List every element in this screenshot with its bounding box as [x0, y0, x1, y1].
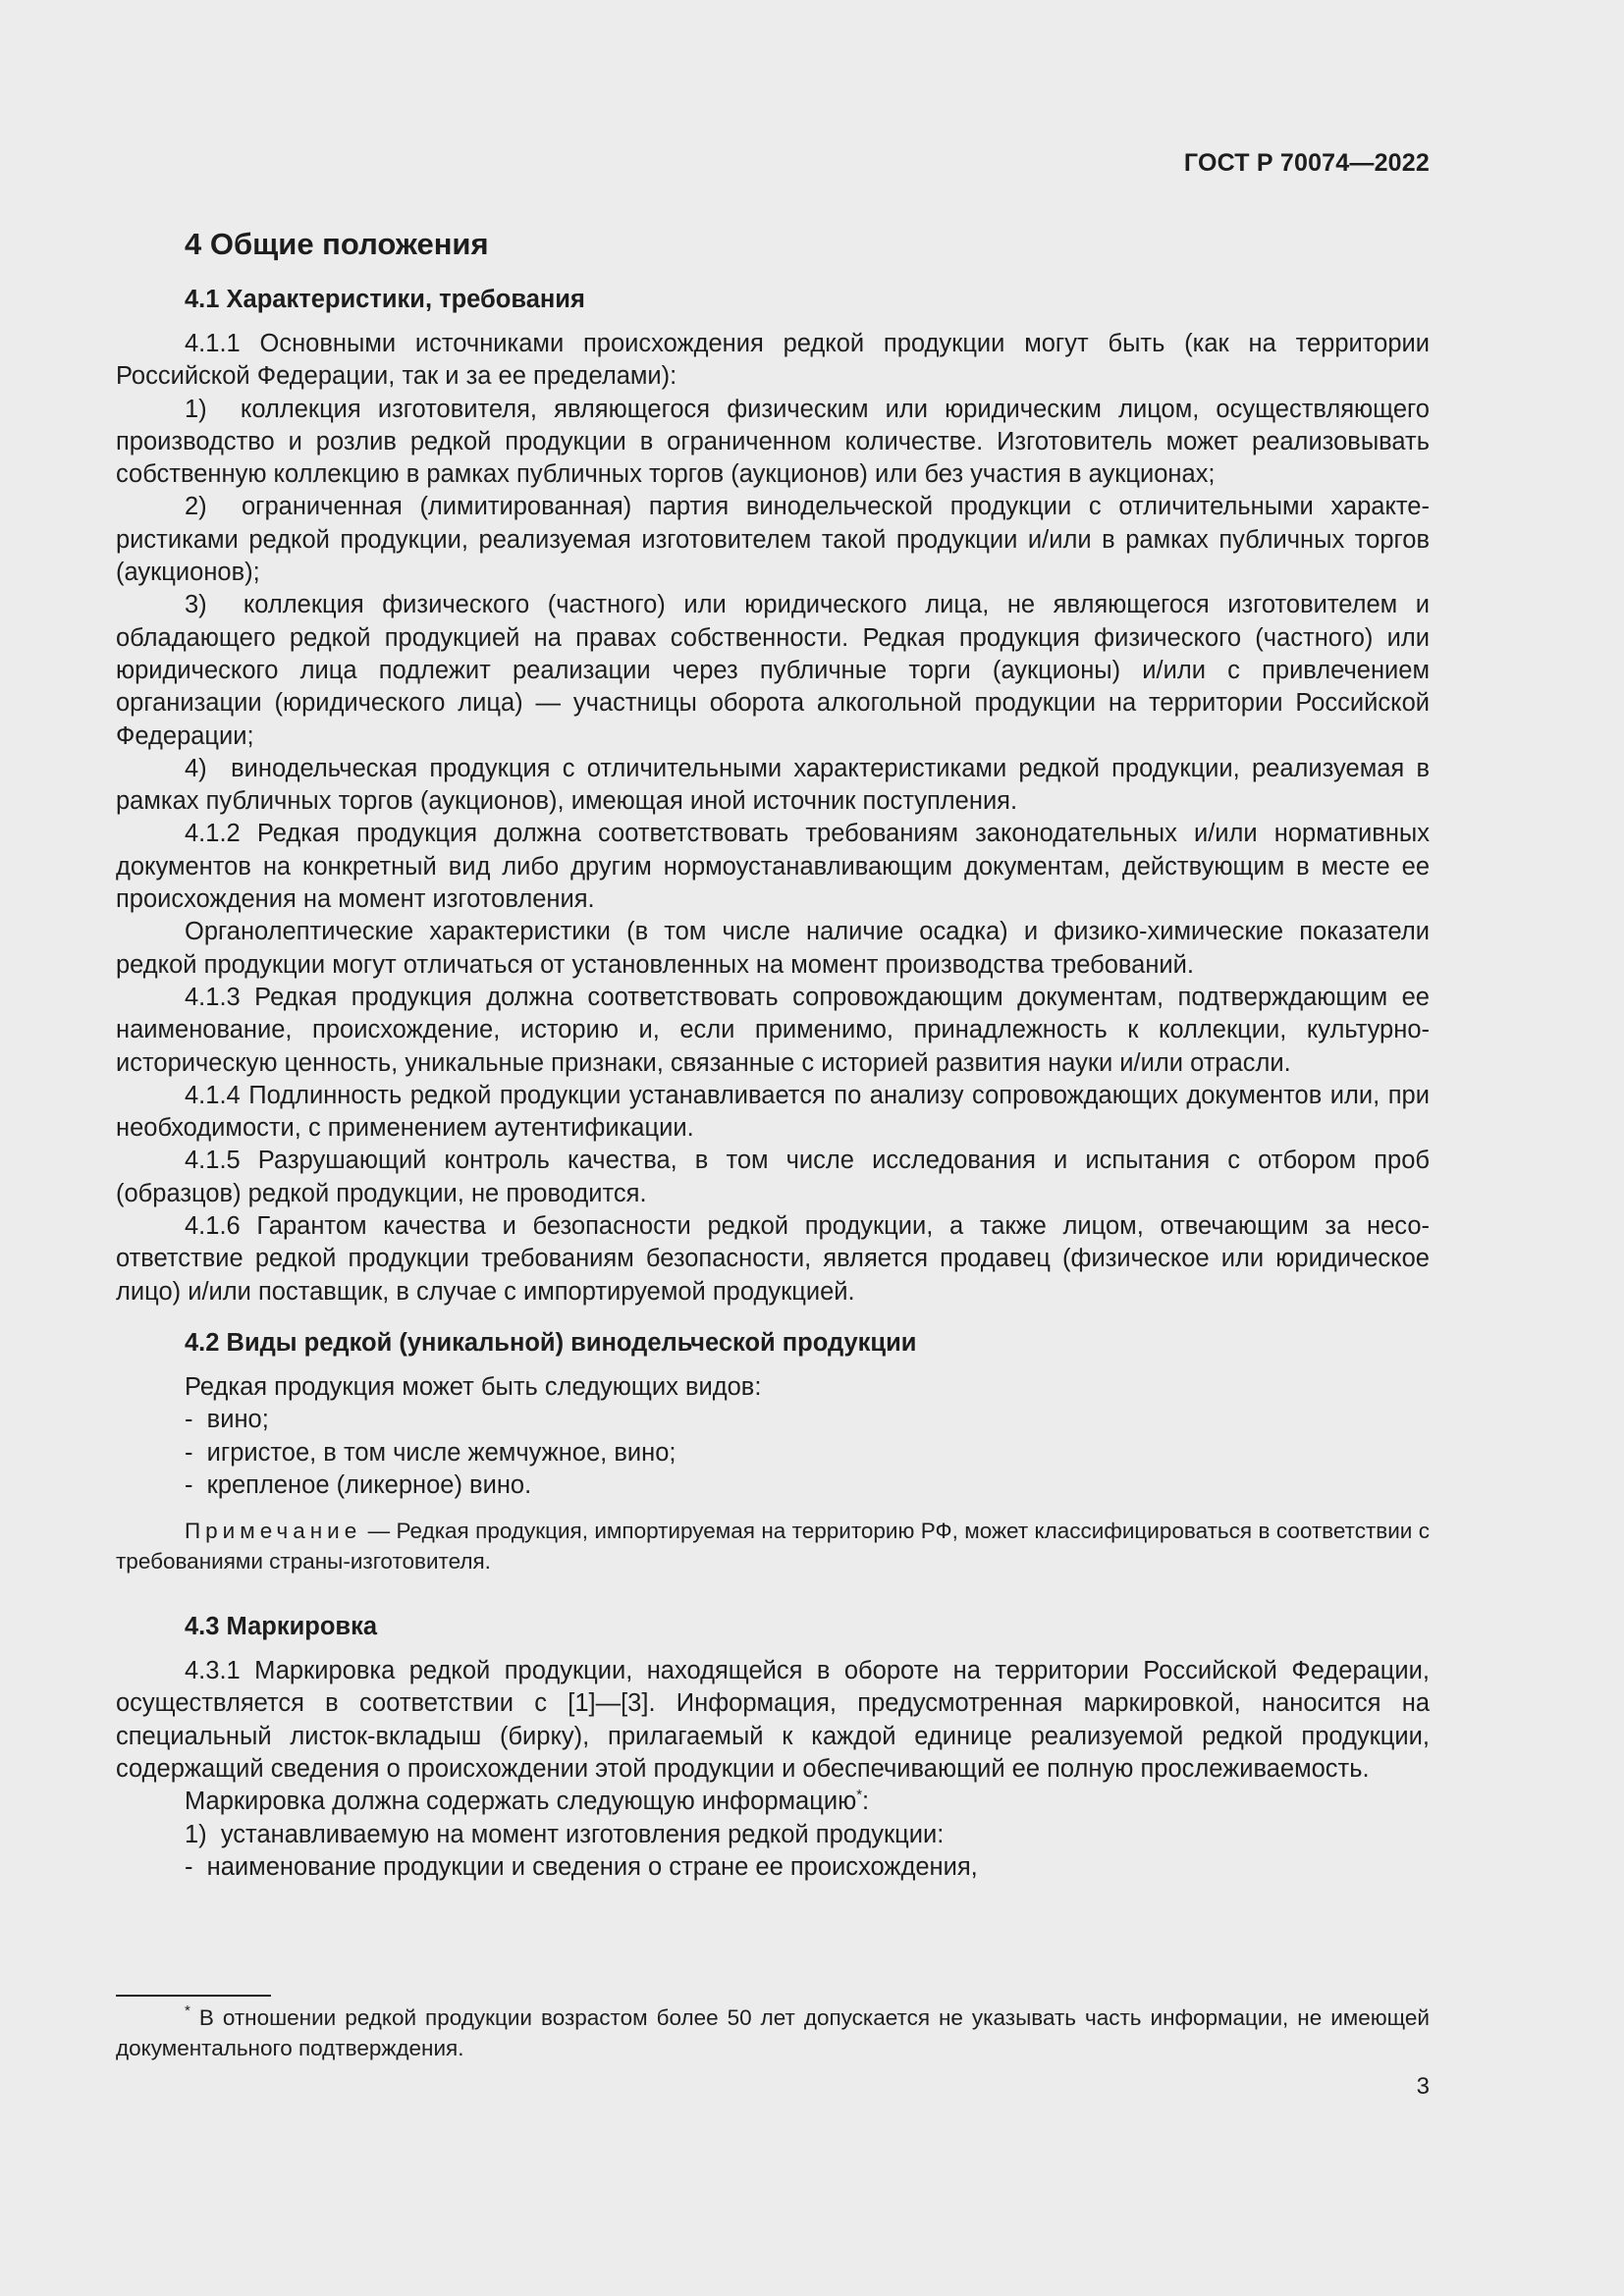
marking-info-intro [185, 1786, 1430, 1818]
paragraph-4-1-6: 4.1.6 Гарантом качества и безопасности редкой продукции, а также лицом, отвечающим за несоответствие редкой продукции требованиям безопасности, является продавец (физическое или юридическое лицо) и/или поставщик, в случае с импортируемой продукцией. [116, 1212, 1430, 1306]
paragraph-4-1-1: 4.1.1 Основными источниками происхождения редкой продукции могут быть (как на территории Российской Федерации, так и за ее пределами): [116, 330, 1430, 391]
types-intro: Редкая продукция может быть следующих видов: [185, 1372, 762, 1401]
note [116, 1516, 1430, 1576]
subsection-title-4-1: 4.1 Характеристики, требования [185, 286, 585, 313]
page-number: 3 [1416, 2073, 1430, 2100]
marking-item-1: 1) устанавливаемую на момент изготовления редкой продукции: [185, 1820, 945, 1848]
list-item-1: 1) коллекция изготовителя, являющегося физическим или юридическим лицом, осуществляющего производство и розлив редкой продукции в ограниченном количестве. Изготовитель может реализовывать собственную коллекцию в рамках публичных торгов (аукционов) или без участия в аукционах; [116, 395, 1430, 489]
footnote-divider [116, 1995, 271, 1997]
paragraph-4-1-3: 4.1.3 Редкая продукция должна соответствовать сопровождающим документам, подтверждающим ее наименование, происхождение, историю и, если применимо, принадлежность к коллекции, культурно-историческую ценность, уникальные признаки, связанные с историей развития науки и/или отрасли. [116, 983, 1430, 1077]
paragraph-4-1-5: 4.1.5 Разрушающий контроль качества, в том числе исследования и испытания с отбором проб (образцов) редкой продукции, не проводится. [116, 1147, 1430, 1207]
paragraph-4-3-1: 4.3.1 Маркировка редкой продукции, находящейся в обороте на территории Российской Федерации, осуществляется в соответствии с [1]—[3]. Информация, предусмотренная маркировкой, наносится на специальный листок-вкладыш (бирку), прилагаемый к каждой единице реализуемой редкой продукции, содержащий сведения о происхождении этой продукции и обеспечивающий ее полную прослеживаемость. [116, 1657, 1430, 1783]
paragraph-4-1-2: 4.1.2 Редкая продукция должна соответствовать требованиям законодательных и/или нормативных документов на конкретный вид либо другим нормоустанавливающим документам, действующим в месте ее происхождения на момент изготовления. [116, 820, 1430, 914]
type-item: - вино; [185, 1406, 269, 1434]
subsection-title-4-2: 4.2 Виды редкой (уникальной) винодельческой продукции [185, 1328, 917, 1357]
list-item-4: 4) винодельческая продукция с отличительными характеристиками редкой продукции, реализуемая в рамках публичных торгов (аукционов), имеющая иной источник поступления. [116, 754, 1430, 816]
subsection-title-4-3: 4.3 Маркировка [185, 1613, 378, 1641]
type-item: - крепленое (ликерное) вино. [185, 1470, 532, 1499]
note-text: — Редкая продукция, импортируемая на территорию РФ, может классифицироваться в соответствии с требованиями страны-изготовителя. [116, 1519, 1430, 1575]
section-title: 4 Общие положения [185, 227, 489, 261]
list-item-3: 3) коллекция физического (частного) или юридического лица, не являющегося изготовителем и обладающего редкой продукцией на правах собственности. Редкая продукция физического (частного) или юридического лица подлежит реализации через публичные торги (аукционы) и/или с привлечением организации (юридического лица) — участницы оборота алкогольной продукции на территории Российской Федерации; [116, 591, 1430, 750]
footnote-mark: * [185, 2002, 190, 2019]
footnote [116, 2002, 1430, 2063]
footnote-text: В отношении редкой продукции возрастом более 50 лет допускается не указывать часть информации, не имеющей документального подтверждения. [116, 2005, 1430, 2060]
marking-info-text: Маркировка должна содержать следующую информацию [185, 1788, 857, 1816]
page-content [116, 222, 1430, 1884]
type-item: - игристое, в том числе жемчужное, вино; [185, 1438, 677, 1467]
list-item-2: 2) ограниченная (лимитированная) партия винодельческой продукции с отличительными характеристиками редкой продукции, реализуемая изготовителем такой продукции и/или в рамках публичных торгов (аукционов); [116, 493, 1430, 587]
marking-dash-item: - наименование продукции и сведения о стране ее происхождения, [185, 1852, 978, 1881]
note-label: Примечание [185, 1519, 362, 1544]
document-code: ГОСТ Р 70074—2022 [1183, 149, 1430, 177]
marking-info-colon: : [862, 1788, 870, 1816]
paragraph-4-1-2-organoleptic: Органолептические характеристики (в том числе наличие осадка) и физико-химические показатели редкой продукции могут отличаться от установленных на момент производства требований. [116, 918, 1430, 979]
paragraph-4-1-4: 4.1.4 Подлинность редкой продукции устанавливается по анализу сопровождающих документов или, при необходимости, с применением аутентификации. [116, 1081, 1430, 1143]
footnote-reference: * [856, 1787, 863, 1804]
